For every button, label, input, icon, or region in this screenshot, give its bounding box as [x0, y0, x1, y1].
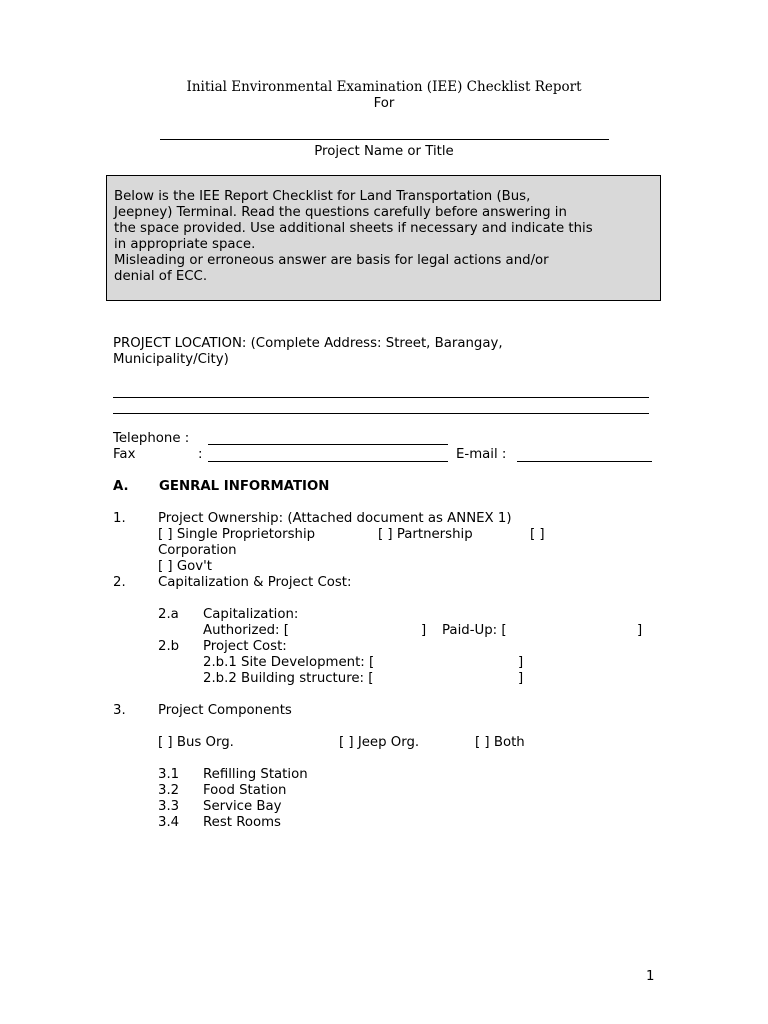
item-number: 1. [113, 511, 126, 526]
notice-line: Jeepney) Terminal. Read the questions carefully before answering in [114, 205, 567, 220]
component-label: Food Station [203, 783, 287, 798]
item-number: 2.a [158, 607, 179, 622]
fax-colon: : [198, 447, 203, 462]
item-number: 3. [113, 703, 126, 718]
jeep-org-checkbox[interactable]: [ ] Jeep Org. [339, 735, 420, 750]
project-ownership-label: Project Ownership: (Attached document as ANNEX 1) [158, 511, 512, 526]
site-development-field[interactable]: 2.b.1 Site Development: [ [203, 655, 375, 670]
item-number: 2.b [158, 639, 180, 654]
authorized-field[interactable]: Authorized: [ [203, 623, 289, 638]
email-field[interactable] [517, 461, 652, 462]
both-checkbox[interactable]: [ ] Both [475, 735, 525, 750]
component-label: Rest Rooms [203, 815, 281, 830]
corporation-checkbox[interactable]: [ ] [530, 527, 545, 542]
project-components-label: Project Components [158, 703, 292, 718]
capitalization-label: Capitalization: [203, 607, 299, 622]
project-cost-label: Project Cost: [203, 639, 287, 654]
telephone-label: Telephone : [113, 431, 190, 446]
section-a-letter: A. [113, 479, 129, 494]
page-number: 1 [646, 969, 655, 984]
project-location-label-cont: Municipality/City) [113, 352, 229, 367]
address-line-1[interactable] [113, 397, 649, 398]
govt-checkbox[interactable]: [ ] Gov't [158, 559, 213, 574]
project-name-label: Project Name or Title [314, 144, 454, 159]
component-label: Service Bay [203, 799, 282, 814]
fax-label: Fax [113, 447, 136, 462]
item-number: 2. [113, 575, 126, 590]
component-number: 3.3 [158, 799, 180, 814]
building-structure-bracket-close: ] [518, 671, 524, 686]
component-number: 3.4 [158, 815, 180, 830]
notice-line: denial of ECC. [114, 269, 208, 284]
section-a-title: GENRAL INFORMATION [159, 479, 330, 494]
for-label: For [373, 96, 395, 111]
notice-line: in appropriate space. [114, 237, 256, 252]
notice-line: Below is the IEE Report Checklist for Land Transportation (Bus, [114, 189, 531, 204]
notice-line: Misleading or erroneous answer are basis for legal actions and/or [114, 253, 549, 268]
capitalization-cost-label: Capitalization & Project Cost: [158, 575, 352, 590]
authorized-bracket-close: ] [421, 623, 427, 638]
paid-up-bracket-close: ] [637, 623, 643, 638]
component-number: 3.2 [158, 783, 180, 798]
instructions-box [106, 175, 661, 301]
bus-org-checkbox[interactable]: [ ] Bus Org. [158, 735, 234, 750]
fax-field[interactable] [208, 461, 448, 462]
telephone-field[interactable] [208, 444, 448, 445]
partnership-checkbox[interactable]: [ ] Partnership [378, 527, 473, 542]
single-proprietorship-checkbox[interactable]: [ ] Single Proprietorship [158, 527, 316, 542]
notice-line: the space provided. Use additional sheets if necessary and indicate this [114, 221, 593, 236]
project-location-label: PROJECT LOCATION: (Complete Address: Street, Barangay, [113, 336, 503, 351]
document-title: Initial Environmental Examination (IEE) Checklist Report [186, 79, 582, 95]
component-label: Refilling Station [203, 767, 308, 782]
project-name-line[interactable] [160, 139, 609, 140]
site-development-bracket-close: ] [518, 655, 524, 670]
address-line-2[interactable] [113, 413, 649, 414]
paid-up-field[interactable]: Paid-Up: [ [442, 623, 507, 638]
email-label: E-mail : [456, 447, 507, 462]
corporation-label: Corporation [158, 543, 237, 558]
building-structure-field[interactable]: 2.b.2 Building structure: [ [203, 671, 374, 686]
component-number: 3.1 [158, 767, 180, 782]
